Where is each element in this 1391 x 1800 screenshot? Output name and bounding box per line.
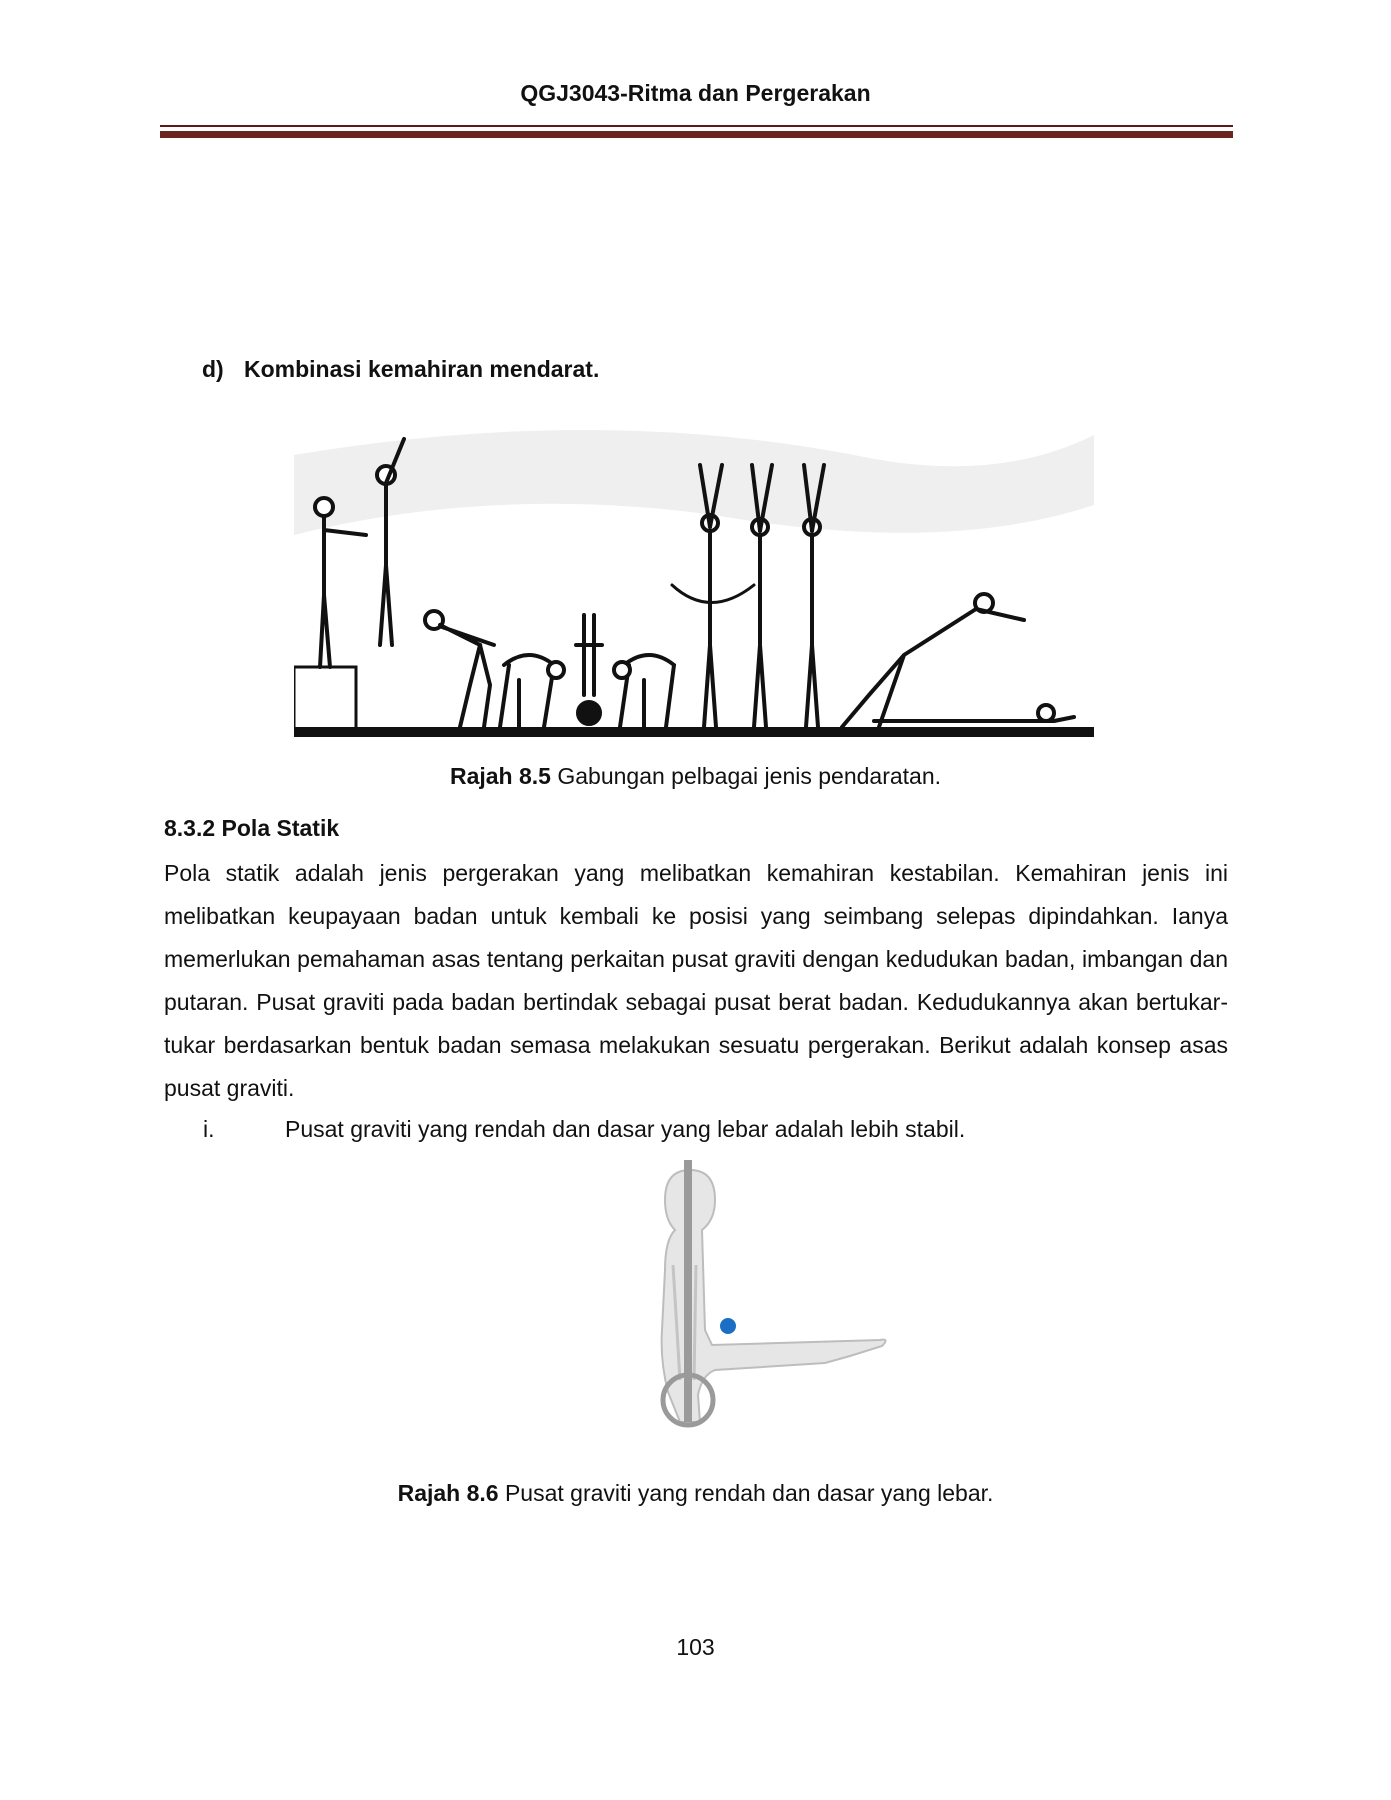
header-rule-thick xyxy=(160,131,1233,138)
landing-sequence-figure xyxy=(294,395,1094,747)
figure-8-5-label: Rajah 8.5 xyxy=(449,763,551,789)
jump-box xyxy=(294,667,356,729)
item-heading-d xyxy=(202,356,599,383)
figure-8-6-caption xyxy=(0,1480,1391,1507)
page-number: 103 xyxy=(676,1634,715,1660)
figure-8-5-text: Gabungan pelbagai jenis pendaratan. xyxy=(550,763,942,789)
floor-line xyxy=(294,727,1094,737)
gravity-line xyxy=(684,1160,692,1422)
section-paragraph: Pola statik adalah jenis pergerakan yang melibatkan kemahiran kestabilan. Kemahiran jenis ini melibatkan keupayaan badan untuk kembali ke posisi yang seimbang selepas dipindahkan. Ianya memerlukan pemahaman asas tentang perkaitan pusat graviti dengan kedudukan badan, imbangan dan putaran. Pusat graviti pada badan bertindak sebagai pusat berat badan. Kedudukannya akan bertukar-tukar berdasarkan bentuk badan semasa melakukan sesuatu pergerakan. Berikut adalah konsep asas pusat graviti. xyxy=(164,860,1228,1101)
center-of-gravity-dot xyxy=(720,1318,736,1334)
figure-8-6-label: Rajah 8.6 xyxy=(397,1480,499,1506)
item-marker: d) xyxy=(202,356,224,382)
center-of-gravity-figure xyxy=(610,1160,910,1460)
header-rule-thin xyxy=(160,125,1233,127)
figure-8-5-caption xyxy=(0,763,1391,790)
list-item-text: Pusat graviti yang rendah dan dasar yang lebar adalah lebih stabil. xyxy=(285,1116,966,1142)
item-heading-text: Kombinasi kemahiran mendarat. xyxy=(244,356,600,382)
page-header-title: QGJ3043-Ritma dan Pergerakan xyxy=(520,80,871,106)
list-item-number: i. xyxy=(203,1116,215,1142)
section-heading: 8.3.2 Pola Statik xyxy=(164,815,340,841)
figure-8-6-text: Pusat graviti yang rendah dan dasar yang lebar. xyxy=(498,1480,994,1506)
list-item xyxy=(203,1116,965,1143)
background-swoosh xyxy=(294,430,1094,535)
